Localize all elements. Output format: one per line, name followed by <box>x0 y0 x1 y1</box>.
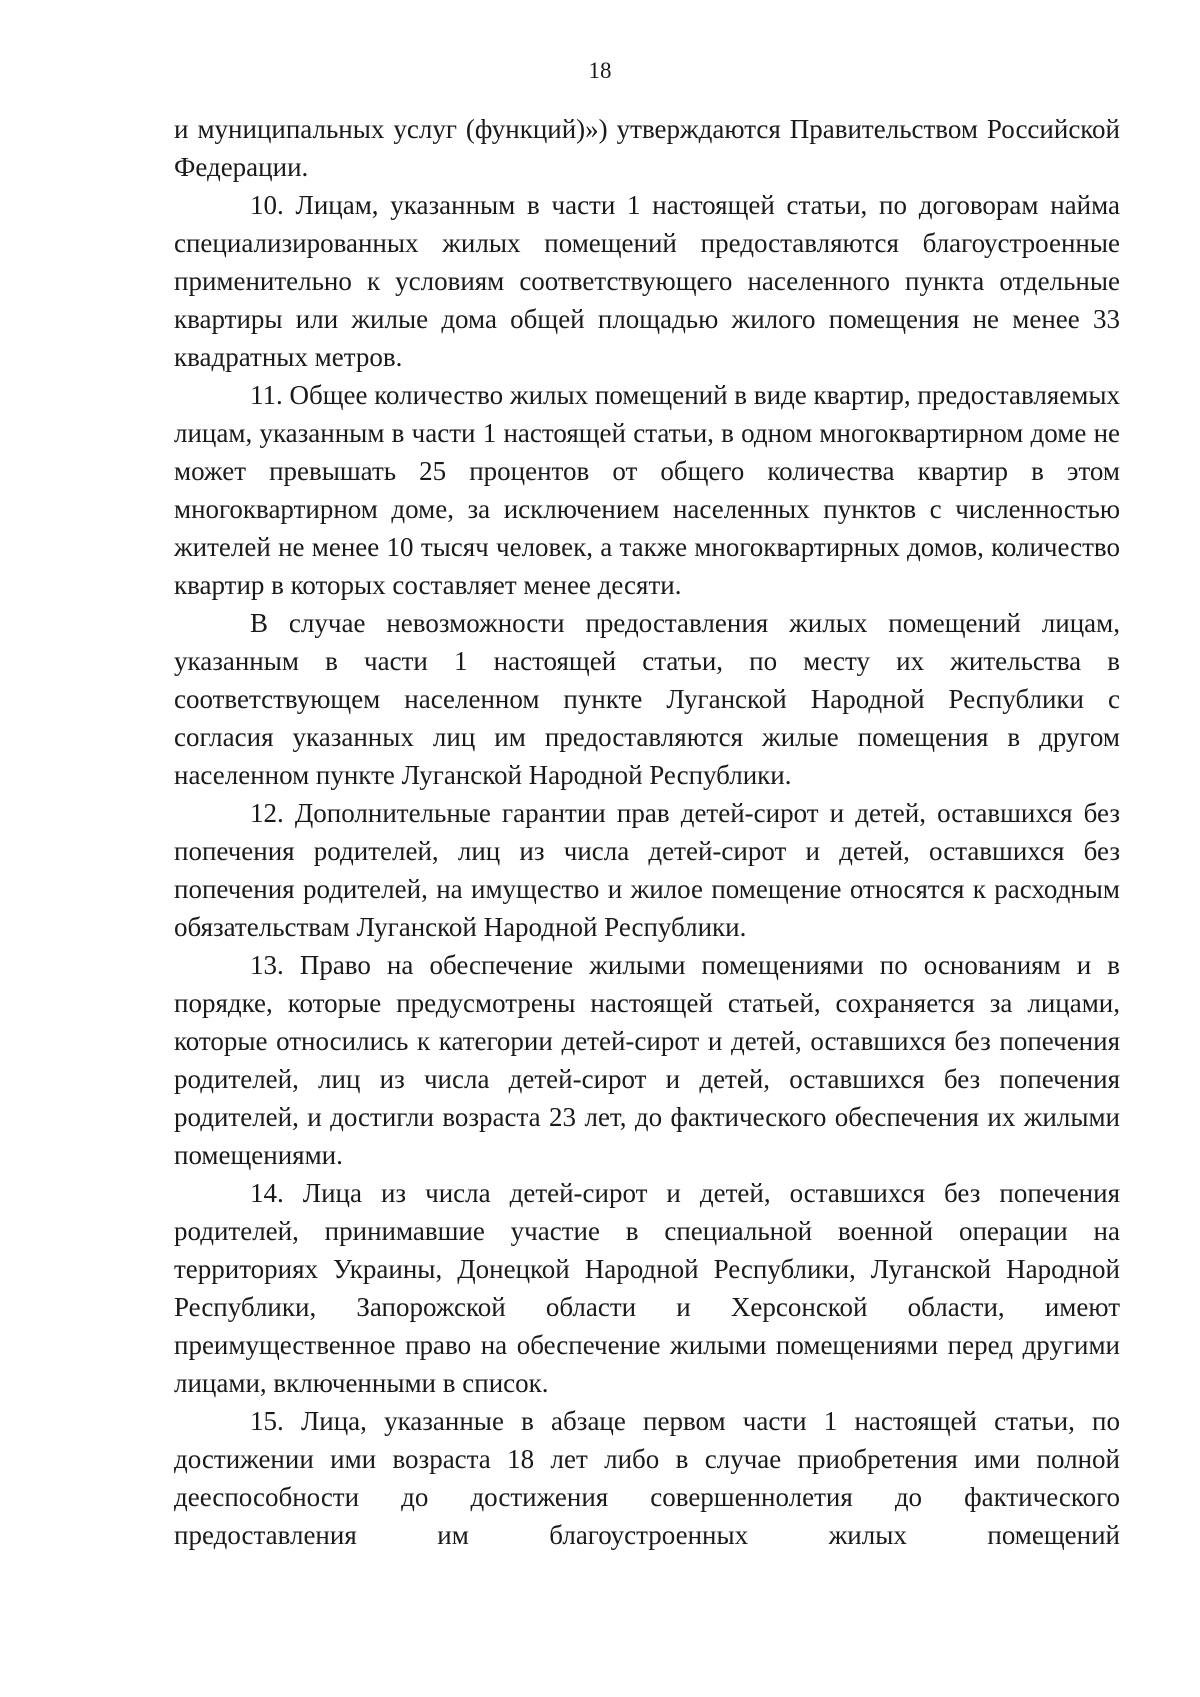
paragraph-item-12: 12. Дополнительные гарантии прав детей-сирот и детей, оставшихся без попечения родителей, лиц из числа детей-сирот и детей, оставшихся без попечения родителей, на имущество и жилое помещение относятся к расходным обязательствам Луганской Народной Республики. <box>174 798 1120 942</box>
paragraph-item-11: 11. Общее количество жилых помещений в виде квартир, предоставляемых лицам, указанным в части 1 настоящей статьи, в одном многоквартирном доме не может превышать 25 процентов от общего количества квартир в этом многоквартирном доме, за исключением населенных пунктов с численностью жителей не менее 10 тысяч человек, а также многоквартирных домов, количество квартир в которых составляет менее десяти. <box>174 380 1120 600</box>
paragraph-item-10: 10. Лицам, указанным в части 1 настоящей статьи, по договорам найма специализированных жилых помещений предоставляются благоустроенные применительно к условиям соответствующего населенного пункта отдельные квартиры или жилые дома общей площадью жилого помещения не менее 33 квадратных метров. <box>174 190 1120 372</box>
paragraph-item-14: 14. Лица из числа детей-сирот и детей, оставшихся без попечения родителей, принимавшие участие в специальной военной операции на территориях Украины, Донецкой Народной Республики, Луганской Народной Республики, Запорожской области и Херсонской области, имеют преимущественное право на обеспечение жилыми помещениями перед другими лицами, включенными в список. <box>174 1178 1120 1398</box>
paragraph-item-11-continued: В случае невозможности предоставления жилых помещений лицам, указанным в части 1 настоящей статьи, по месту их жительства в соответствующем населенном пункте Луганской Народной Республики с согласия указанных лиц им предоставляются жилые помещения в другом населенном пункте Луганской Народной Республики. <box>174 608 1120 790</box>
paragraph-item-13: 13. Право на обеспечение жилыми помещениями по основаниям и в порядке, которые предусмотрены настоящей статьей, сохраняется за лицами, которые относились к категории детей-сирот и детей, оставшихся без попечения родителей, лиц из числа детей-сирот и детей, оставшихся без попечения родителей, и достигли возраста 23 лет, до фактического обеспечения их жилыми помещениями. <box>174 950 1120 1170</box>
page-number: 18 <box>588 58 612 83</box>
document-body <box>174 110 1120 1554</box>
paragraph-continuation: и муниципальных услуг (функций)») утверждаются Правительством Российской Федерации. <box>174 114 1120 182</box>
paragraph-item-15: 15. Лица, указанные в абзаце первом части 1 настоящей статьи, по достижении ими возраста 18 лет либо в случае приобретения ими полной дееспособности до достижения совершеннолетия до фактического предоставления им благоустроенных жилых помещений <box>174 1406 1120 1550</box>
